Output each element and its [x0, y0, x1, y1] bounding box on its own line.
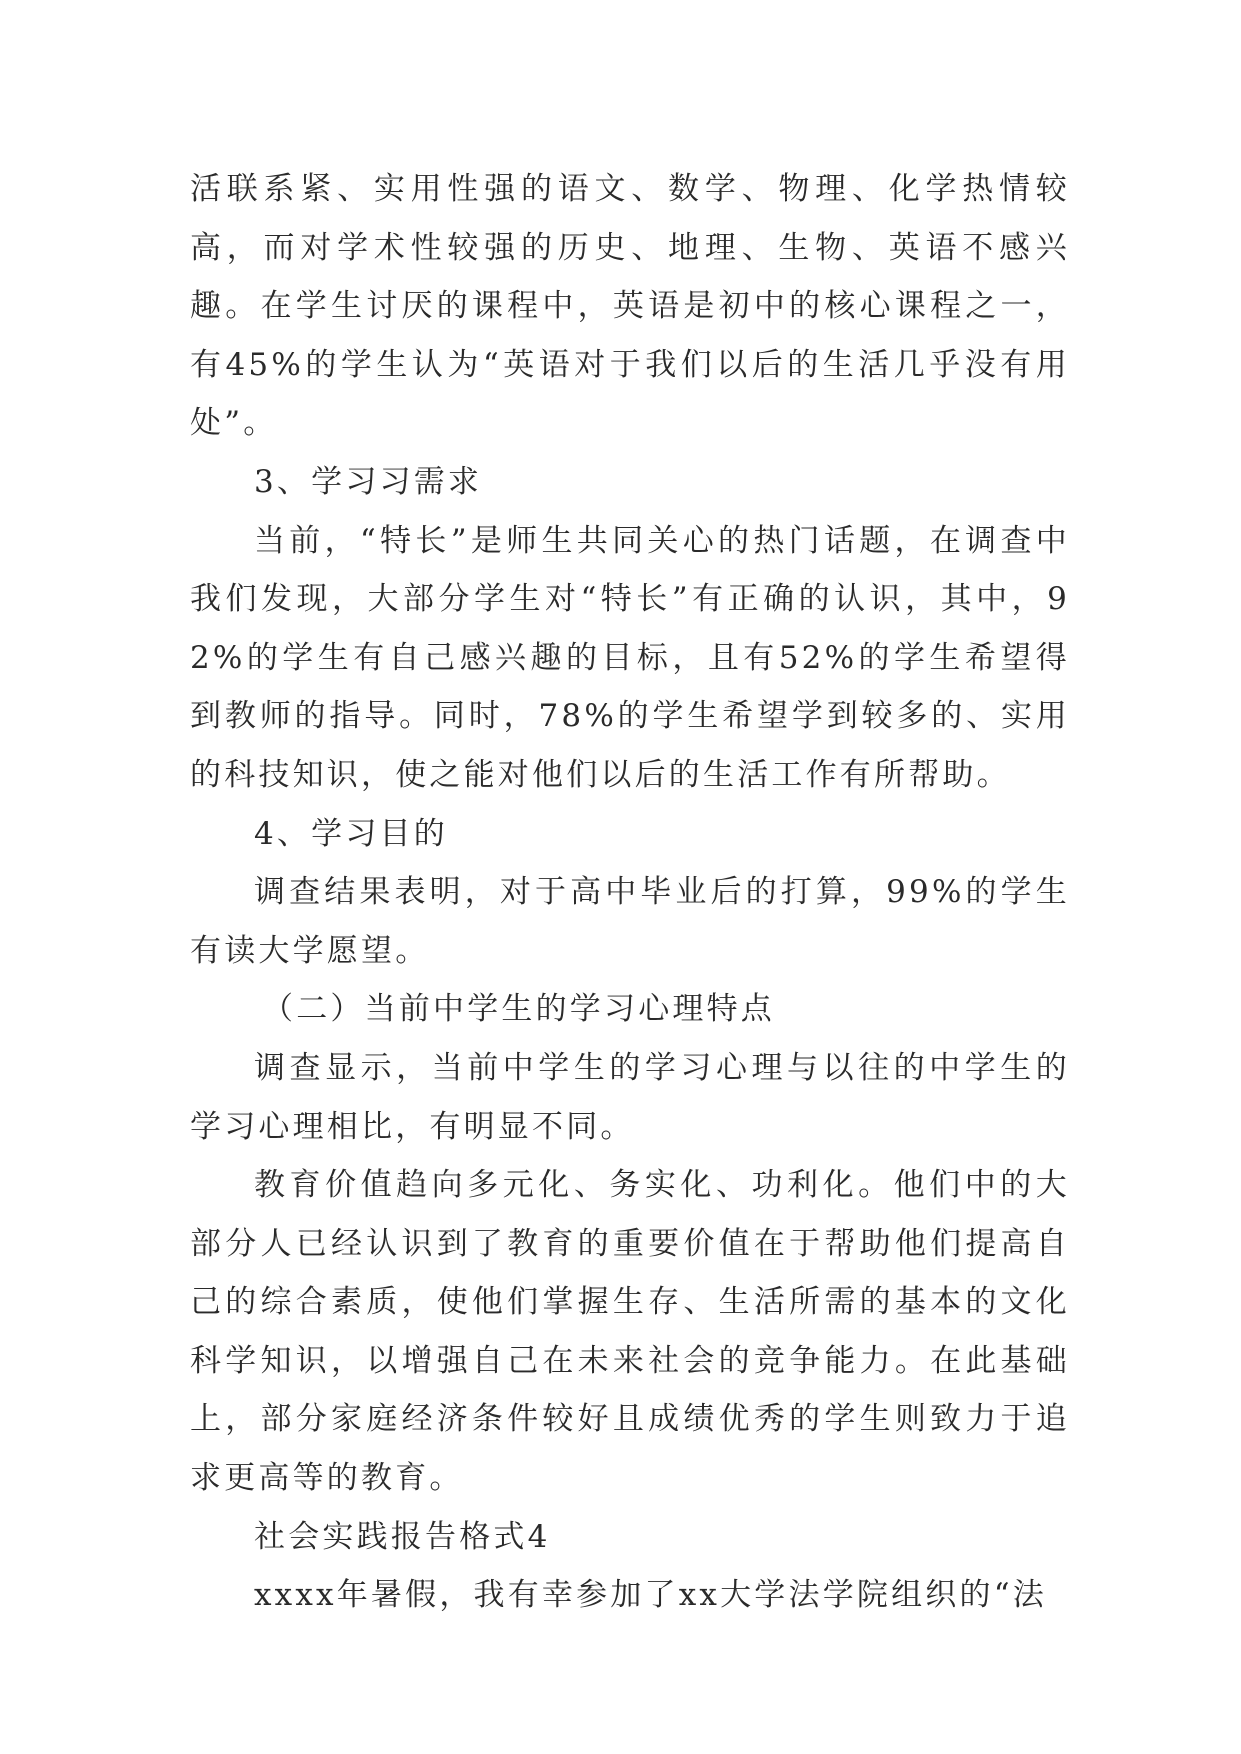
section-heading-psychology: （二）当前中学生的学习心理特点 [262, 991, 775, 1028]
section-heading-learning-purpose: 4、学习目的 [254, 815, 448, 852]
paragraph-survey-display: 调查显示，当前中学生的学习心理与以往的中学生的学习心理相比，有明显不同。 [190, 1049, 1070, 1145]
section-heading-report-format: 社会实践报告格式4 [254, 1518, 551, 1555]
paragraph-education-value: 教育价值趋向多元化、务实化、功利化。他们中的大部分人已经认识到了教育的重要价值在于帮助他们提高自己的综合素质，使他们掌握生存、生活所需的基本的文化科学知识，以增强自己在未来社会的竞争能力。在此基础上，部分家庭经济条件较好且成绩优秀的学生则致力于追求更高等的教育。 [190, 1167, 1070, 1497]
paragraph-specialty: 当前，“特长”是师生共同关心的热门话题，在调查中我们发现，大部分学生对“特长”有正确的认识，其中，92%的学生有自己感兴趣的目标，且有52%的学生希望得到教师的指导。同时，78%的学生希望学到较多的、实用的科技知识，使之能对他们以后的生活工作有所帮助。 [190, 522, 1070, 793]
document-body [190, 160, 1070, 1625]
paragraph-survey-result: 调查结果表明，对于高中毕业后的打算，99%的学生有读大学愿望。 [190, 874, 1070, 969]
section-heading-learning-needs: 3、学习习需求 [254, 463, 483, 500]
paragraph-summer-practice: xxxx年暑假，我有幸参加了xx大学法学院组织的“法 [254, 1577, 1047, 1614]
paragraph-continuation: 活联系紧、实用性强的语文、数学、物理、化学热情较高，而对学术性较强的历史、地理、生物、英语不感兴趣。在学生讨厌的课程中，英语是初中的核心课程之一，有45%的学生认为“英语对于我们以后的生活几乎没有用处”。 [190, 171, 1070, 442]
